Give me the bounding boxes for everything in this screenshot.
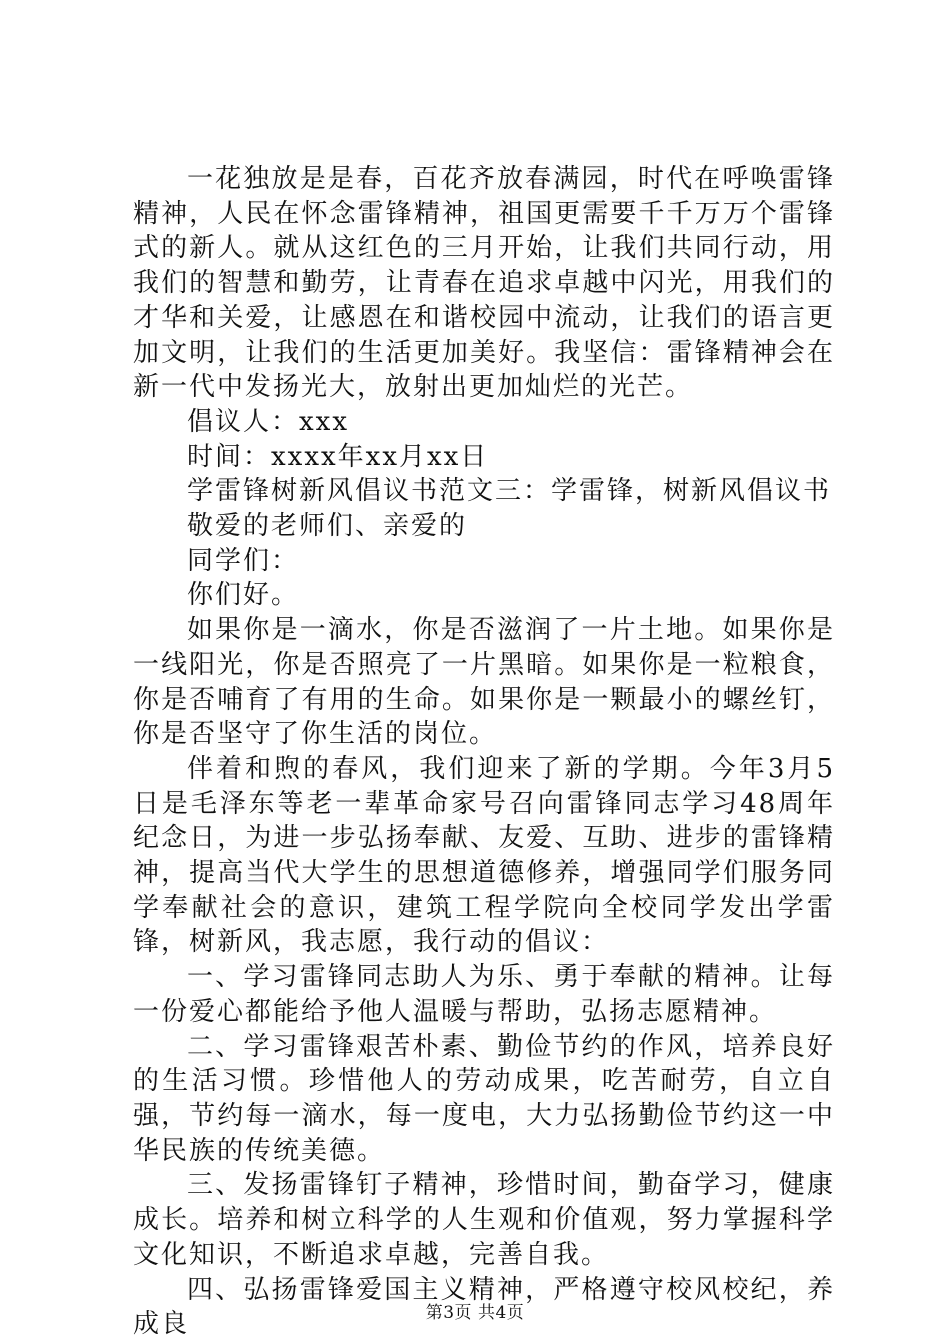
greeting-line: 你们好。 [187,580,300,611]
paragraph: 如果你是一滴水，你是否滋润了一片土地。如果你是一线阳光，你是否照亮了一片黑暗。如果你是一粒粮食，你是否哺育了有用的生命。如果你是一颗最小的螺丝钉，你是否坚守了你生活的岗位。 [133,615,835,750]
page-number-footer: 第3页 共4页 [425,1303,525,1323]
list-item: 三、发扬雷锋钉子精神，珍惜时间，勤奋学习，健康成长。培养和树立科学的人生观和价值观，努力掌握科学文化知识，不断追求卓越，完善自我。 [133,1170,835,1270]
date-line: 时间：xxxx年xx月xx日 [187,441,489,472]
list-item: 四、弘扬雷锋爱国主义精神，严格遵守校风校纪，养成良 [133,1274,835,1340]
list-item: 一、学习雷锋同志助人为乐、勇于奉献的精神。让每一份爱心都能给予他人温暖与帮助，弘扬志愿精神。 [133,962,835,1027]
paragraph: 一花独放是是春，百花齐放春满园，时代在呼唤雷锋精神，人民在怀念雷锋精神，祖国更需要千千万万个雷锋式的新人。就从这红色的三月开始，让我们共同行动，用我们的智慧和勤劳，让青春在追求卓越中闪光，用我们的才华和关爱，让感恩在和谐校园中流动，让我们的语言更加文明，让我们的生活更加美好。我坚信：雷锋精神会在新一代中发扬光大，放射出更加灿烂的光芒。 [133,164,835,403]
salutation-line: 同学们： [187,545,300,576]
section-title: 学雷锋树新风倡议书范文三：学雷锋，树新风倡议书 [187,476,832,507]
list-item: 二、学习雷锋艰苦朴素、勤俭节约的作风，培养良好的生活习惯。珍惜他人的劳动成果，吃苦耐劳，自立自强，节约每一滴水，每一度电，大力弘扬勤俭节约这一中华民族的传统美德。 [133,1031,835,1166]
document-body [133,162,835,1342]
paragraph: 伴着和煦的春风，我们迎来了新的学期。今年3月5日是毛泽东等老一辈革命家号召向雷锋同志学习48周年纪念日，为进一步弘扬奉献、友爱、互助、进步的雷锋精神，提高当代大学生的思想道德修养，增强同学们服务同学奉献社会的意识，建筑工程学院向全校同学发出学雷锋，树新风，我志愿，我行动的倡议： [133,753,835,958]
initiator-line: 倡议人：xxx [187,406,349,437]
salutation-line: 敬爱的老师们、亲爱的 [187,511,468,542]
